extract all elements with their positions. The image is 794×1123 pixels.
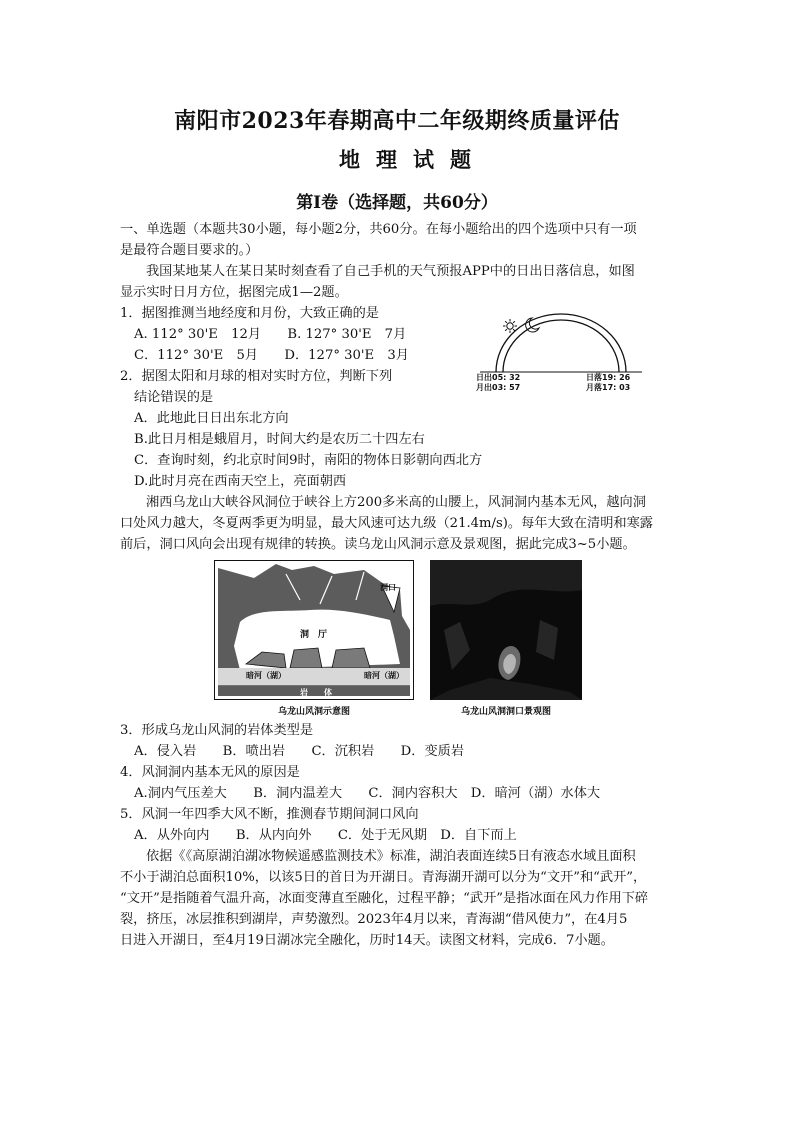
question-1-stem: 1．据图推测当地经度和月份，大致正确的是 [120, 306, 379, 321]
question-2-option-c: C．查询时刻，约北京时间9时，南阳的物体日影朝向西北方 [134, 453, 483, 468]
passage-3-line-4: 裂，挤压，冰层推积到湖岸，声势激烈。2023年4月以来，青海湖“借风使力”，在4月5 [120, 912, 628, 927]
passage-2-line-1: 湘西乌龙山大峡谷风洞位于峡谷上方200多米高的山腰上，风洞洞内基本无风，越向洞 [146, 495, 646, 510]
passage-1-line-2: 显示实时日月方位，据图完成1—2题。 [120, 285, 348, 300]
passage-3-line-5: 日进入开湖日，至4月19日湖冰完全融化，历时14天。读图文材料，完成6．7小题。 [120, 933, 614, 948]
page-title: 南阳市2023年春期高中二年级期终质量评估 [174, 108, 620, 134]
passage-2-line-2: 口处风力越大，冬夏两季更为明显，最大风速可达九级（21.4m/s)。每年大致在清明和寒露 [120, 516, 653, 531]
question-2-option-d: D.此时月亮在西南天空上，亮面朝西 [134, 474, 347, 489]
question-2-stem-line-1: 2．据图太阳和月球的相对实时方位，判断下列 [120, 369, 393, 384]
question-4-options: A.洞内气压差大 B．洞内温差大 C．洞内容积大 D．暗河（湖）水体大 [134, 786, 601, 801]
sunset-time: 日落19: 26 [586, 373, 631, 382]
passage-3-line-1: 依据《《高原湖泊湖冰物候遥感监测技术》标准，湖泊表面连续5日有液态水域且面积 [146, 849, 636, 864]
question-2-option-b: B.此日月相是蛾眉月，时间大约是农历二十四左右 [134, 432, 425, 447]
question-5-options: A．从外向内 B．从内向外 C．处于无风期 D．自下而上 [134, 828, 517, 843]
question-2-stem-line-2: 结论错误的是 [134, 390, 214, 405]
cave-diagram-caption: 乌龙山风洞示意图 [277, 707, 350, 717]
instructions-line-2: 是最符合题目要求的。） [120, 243, 259, 258]
cave-photo-caption: 乌龙山风洞洞口景观图 [460, 707, 551, 717]
question-3-options: A．侵入岩 B．喷出岩 C．沉积岩 D．变质岩 [134, 744, 465, 759]
cave-hall-label: 洞 厅 [300, 630, 328, 640]
cave-entrance-label: 洞口 [380, 583, 396, 592]
subject-title: 地理试题 [339, 147, 487, 172]
passage-1-line-1: 我国某地某人在某日某时刻查看了自己手机的天气预报APP中的日出日落信息，如图 [146, 264, 635, 279]
arc-inner [503, 320, 619, 372]
moonset-time: 月落17: 03 [586, 383, 631, 392]
passage-3-line-3: “文开”是指随着气温升高，冰面变薄直至融化，过程平静；“武开”是指冰面在风力作用下碎 [120, 891, 649, 906]
question-4-stem: 4．风洞洞内基本无风的原因是 [120, 765, 300, 780]
cave-entrance-photo [430, 560, 582, 700]
river-label-left: 暗河（湖） [246, 671, 286, 680]
instructions-line-1: 一、单选题（本题共30小题，每小题2分，共60分。在每小题给出的四个选项中只有一项 [120, 222, 637, 237]
passage-2-line-3: 前后，洞口风向会出现有规律的转换。读乌龙山风洞示意及景观图，据此完成3~5小题。 [120, 537, 636, 552]
river-label-right: 暗河（湖） [364, 671, 404, 680]
question-1-options-ab: A. 112° 30'E 12月 B. 127° 30'E 7月 [134, 327, 407, 342]
question-5-stem: 5．风洞一年四季大风不断，推测春节期间洞口风向 [120, 807, 419, 822]
passage-3-line-2: 不小于湖泊总面积10%，以该5日的首日为开湖日。青海湖开湖可以分为“文开”和“武开”， [120, 870, 647, 885]
bedrock-label: 岩 体 [300, 688, 332, 697]
moonrise-time: 月出03: 57 [476, 383, 521, 392]
question-2-option-a: A．此地此日日出东北方向 [134, 411, 289, 426]
question-3-stem: 3．形成乌龙山风洞的岩体类型是 [120, 723, 314, 738]
arc-outer [496, 314, 626, 372]
question-1-options-cd: C．112° 30'E 5月 D．127° 30'E 3月 [134, 348, 409, 363]
sunrise-time: 日出05: 32 [476, 373, 521, 382]
section-title: 第Ⅰ卷（选择题，共60分） [296, 193, 498, 213]
